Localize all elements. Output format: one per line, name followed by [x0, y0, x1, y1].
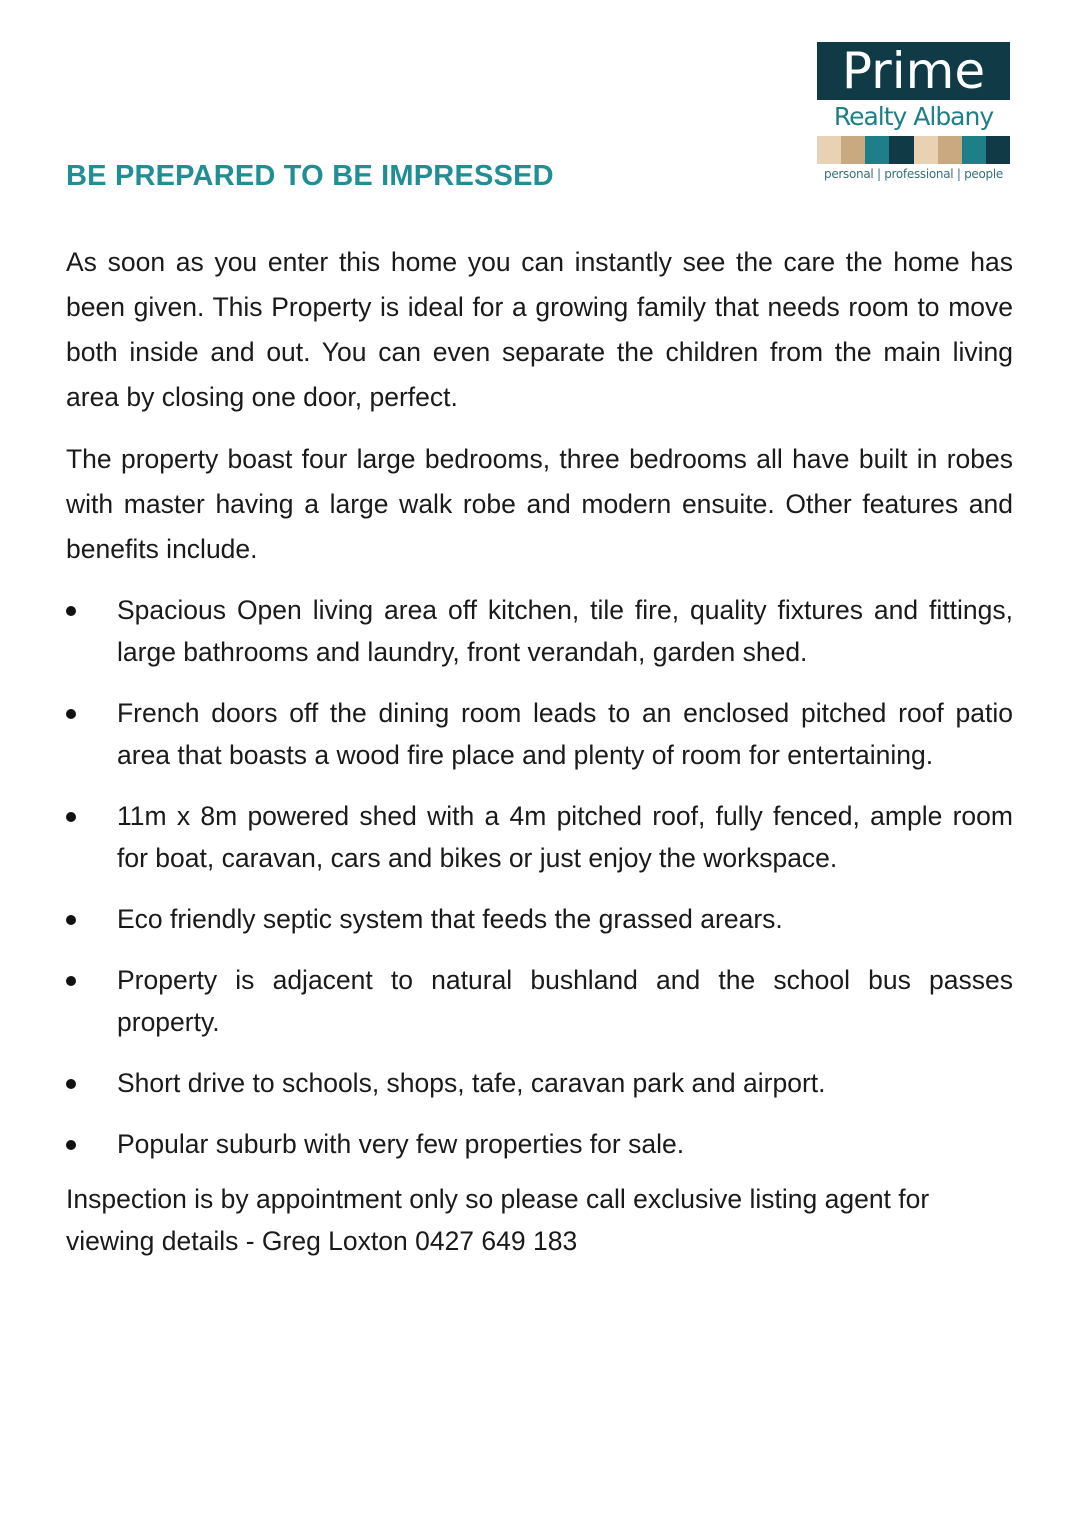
logo-brand-box	[817, 42, 1010, 100]
logo-subtitle: Realty Albany	[833, 102, 994, 131]
feature-item	[66, 692, 1013, 776]
page-heading: BE PREPARED TO BE IMPRESSED	[66, 160, 554, 192]
logo-tagline: personal | professional | people	[824, 167, 1003, 181]
logo-color-swatch	[962, 136, 986, 164]
features-list	[66, 589, 1013, 1165]
logo-brand-text: Prime	[841, 42, 986, 100]
logo-color-swatch	[914, 136, 938, 164]
logo-color-swatch	[817, 136, 841, 164]
feature-item	[66, 1062, 1013, 1104]
feature-text: Property is adjacent to natural bushland and the school bus passes property.	[117, 965, 1013, 1037]
bullet-icon	[66, 1079, 76, 1089]
logo-color-swatch	[938, 136, 962, 164]
feature-item	[66, 959, 1013, 1043]
bullet-icon	[66, 606, 76, 616]
logo-color-swatch	[841, 136, 865, 164]
feature-item	[66, 795, 1013, 879]
feature-text: Spacious Open living area off kitchen, tile fire, quality fixtures and fittings, large bathrooms and laundry, front verandah, garden shed.	[117, 595, 1013, 667]
bullet-icon	[66, 1140, 76, 1150]
bullet-icon	[66, 915, 76, 925]
feature-text: Eco friendly septic system that feeds the grassed arears.	[117, 904, 783, 934]
feature-text: Short drive to schools, shops, tafe, caravan park and airport.	[117, 1068, 826, 1098]
bullet-icon	[66, 709, 76, 719]
bullet-icon	[66, 976, 76, 986]
logo-color-bar	[817, 136, 1010, 164]
inspection-paragraph: Inspection is by appointment only so please call exclusive listing agent for viewing details - Greg Loxton 0427 649 183	[66, 1184, 930, 1256]
logo-color-swatch	[889, 136, 913, 164]
bullet-icon	[66, 812, 76, 822]
prime-realty-logo	[817, 42, 1010, 181]
feature-text: Popular suburb with very few properties for sale.	[117, 1129, 685, 1159]
bedrooms-paragraph: The property boast four large bedrooms, three bedrooms all have built in robes with master having a large walk robe and modern ensuite. Other features and benefits include.	[66, 444, 1013, 564]
listing-description	[66, 240, 1013, 1262]
feature-item	[66, 898, 1013, 940]
feature-item	[66, 1123, 1013, 1165]
logo-color-swatch	[986, 136, 1010, 164]
feature-item	[66, 589, 1013, 673]
feature-text: 11m x 8m powered shed with a 4m pitched roof, fully fenced, ample room for boat, caravan, cars and bikes or just enjoy the workspace.	[117, 801, 1013, 873]
logo-color-swatch	[865, 136, 889, 164]
intro-paragraph: As soon as you enter this home you can instantly see the care the home has been given. This Property is ideal for a growing family that needs room to move both inside and out. You can even separate the children from the main living area by closing one door, perfect.	[66, 247, 1013, 412]
feature-text: French doors off the dining room leads to an enclosed pitched roof patio area that boasts a wood fire place and plenty of room for entertaining.	[117, 698, 1013, 770]
